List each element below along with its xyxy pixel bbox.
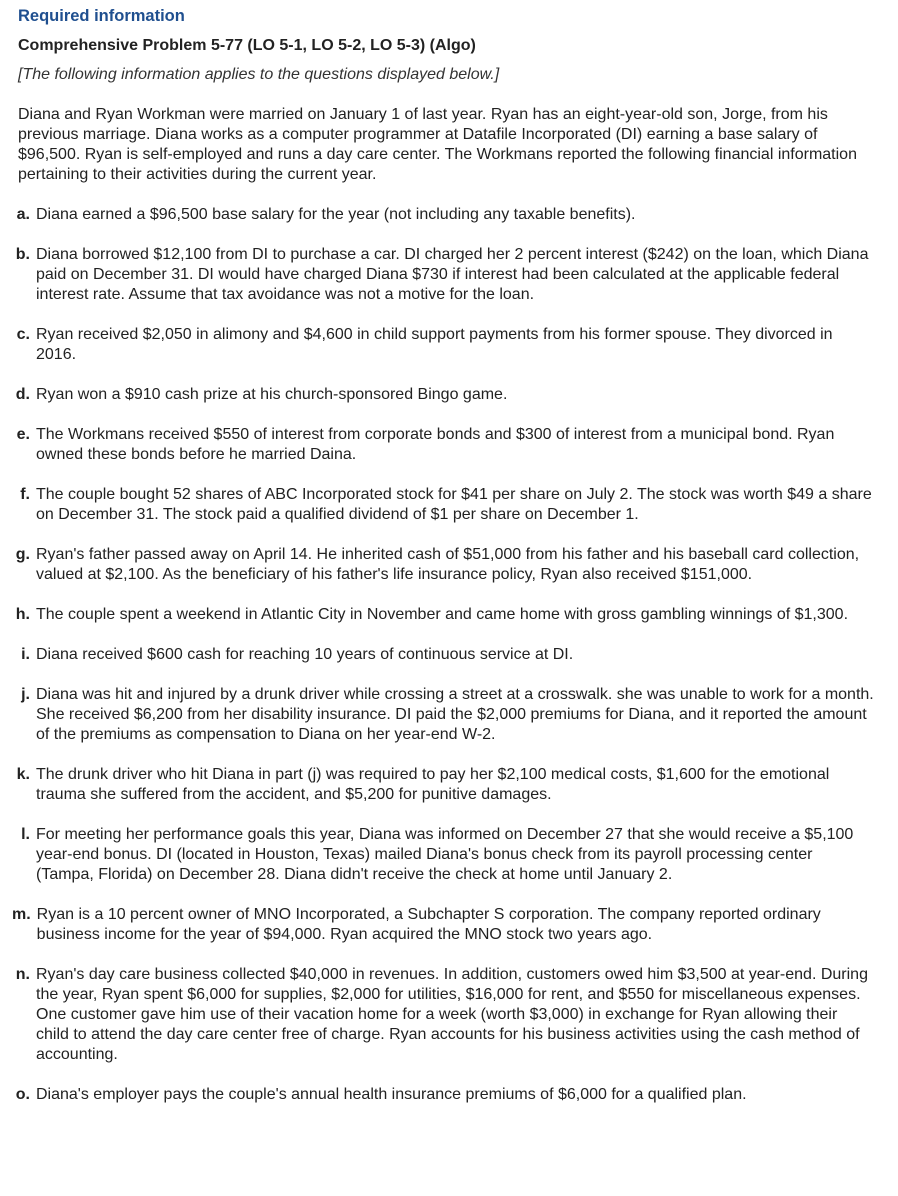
item-letter: c. [16, 326, 30, 343]
problem-title: Comprehensive Problem 5-77 (LO 5-1, LO 5-2, LO 5-3) (Algo) [18, 37, 476, 54]
instruction-note: [The following information applies to the questions displayed below.] [18, 66, 500, 83]
item-text: The Workmans received $550 of interest from corporate bonds and $300 of interest from a municipal bond. Ryan owned these bonds before he married Daina. [36, 426, 835, 463]
list-item [12, 205, 878, 225]
item-letter: n. [15, 966, 30, 983]
item-letter: e. [16, 426, 30, 443]
list-item [12, 1085, 878, 1105]
item-letter: d. [15, 386, 30, 403]
list-item [12, 645, 878, 665]
list-item [12, 245, 878, 305]
item-letter: o. [15, 1086, 30, 1103]
intro-paragraph: Diana and Ryan Workman were married on January 1 of last year. Ryan has an eight-year-old son, Jorge, from his previous marriage. Diana works as a computer programmer at Datafile Incorporated (DI) earning a base salary of $96,500. Ryan is self-employed and runs a day care center. The Workmans reported the following financial information pertaining to their activities during the current year. [18, 106, 857, 183]
list-item [12, 485, 878, 525]
item-letter: f. [20, 486, 30, 503]
item-text: The couple spent a weekend in Atlantic City in November and came home with gross gambling winnings of $1,300. [36, 606, 849, 623]
item-letter: b. [15, 246, 30, 263]
list-item [12, 965, 878, 1065]
item-text: For meeting her performance goals this year, Diana was informed on December 27 that she would receive a $5,100 year-end bonus. DI (located in Houston, Texas) mailed Diana's bonus check from its payroll processing center (Tampa, Florida) on December 28. Diana didn't receive the check at home until January 2. [36, 826, 854, 883]
item-letter: l. [21, 826, 30, 843]
item-text: Ryan's father passed away on April 14. He inherited cash of $51,000 from his father and his baseball card collection, valued at $2,100. As the beneficiary of his father's life insurance policy, Ryan also received $151,000. [36, 546, 860, 583]
list-item [12, 545, 878, 585]
item-letter: h. [15, 606, 30, 623]
item-text: Diana received $600 cash for reaching 10 years of continuous service at DI. [36, 646, 574, 663]
list-item [12, 605, 878, 625]
item-text: Ryan's day care business collected $40,000 in revenues. In addition, customers owed him $3,500 at year-end. During the year, Ryan spent $6,000 for supplies, $2,000 for utilities, $16,000 for rent, and $550 for miscellaneous expenses. One customer gave him use of their vacation home for a week (worth $3,000) in exchange for Ryan allowing their child to attend the day care center free of charge. Ryan accounts for his business activities using the cash method of accounting. [36, 966, 868, 1063]
item-letter: a. [16, 206, 30, 223]
item-text: Diana was hit and injured by a drunk driver while crossing a street at a crosswalk. she was unable to work for a month. She received $6,200 from her disability insurance. DI paid the $2,000 premiums for Diana, and it reported the amount of the premiums as compensation to Diana on her year-end W-2. [36, 686, 874, 743]
item-letter: k. [16, 766, 30, 783]
item-text: Diana's employer pays the couple's annual health insurance premiums of $6,000 for a qualified plan. [36, 1086, 747, 1103]
list-item [12, 825, 878, 885]
facts-list [12, 205, 878, 1105]
item-text: The couple bought 52 shares of ABC Incorporated stock for $41 per share on July 2. The stock was worth $49 a share on December 31. The stock paid a qualified dividend of $1 per share on December 1. [36, 486, 872, 523]
item-text: Diana borrowed $12,100 from DI to purchase a car. DI charged her 2 percent interest ($242) on the loan, which Diana paid on December 31. DI would have charged Diana $730 if interest had been calculated at the applicable federal interest rate. Assume that tax avoidance was not a motive for the loan. [36, 246, 869, 303]
item-text: Ryan received $2,050 in alimony and $4,600 in child support payments from his former spouse. They divorced in 2016. [36, 326, 833, 363]
item-letter: m. [12, 906, 31, 923]
item-text: Ryan is a 10 percent owner of MNO Incorporated, a Subchapter S corporation. The company reported ordinary business income for the year of $94,000. Ryan acquired the MNO stock two years ago. [36, 906, 821, 943]
list-item [12, 765, 878, 805]
item-letter: g. [15, 546, 30, 563]
list-item [12, 325, 878, 365]
item-text: Ryan won a $910 cash prize at his church-sponsored Bingo game. [36, 386, 508, 403]
list-item [12, 905, 878, 945]
list-item [12, 685, 878, 745]
list-item [12, 425, 878, 465]
item-text: The drunk driver who hit Diana in part (j) was required to pay her $2,100 medical costs, $1,600 for the emotional trauma she suffered from the accident, and $5,200 for punitive damages. [36, 766, 830, 803]
item-letter: i. [21, 646, 30, 663]
list-item [12, 385, 878, 405]
required-information-heading: Required information [18, 7, 185, 25]
item-text: Diana earned a $96,500 base salary for the year (not including any taxable benefits). [36, 206, 636, 223]
item-letter: j. [21, 686, 30, 703]
